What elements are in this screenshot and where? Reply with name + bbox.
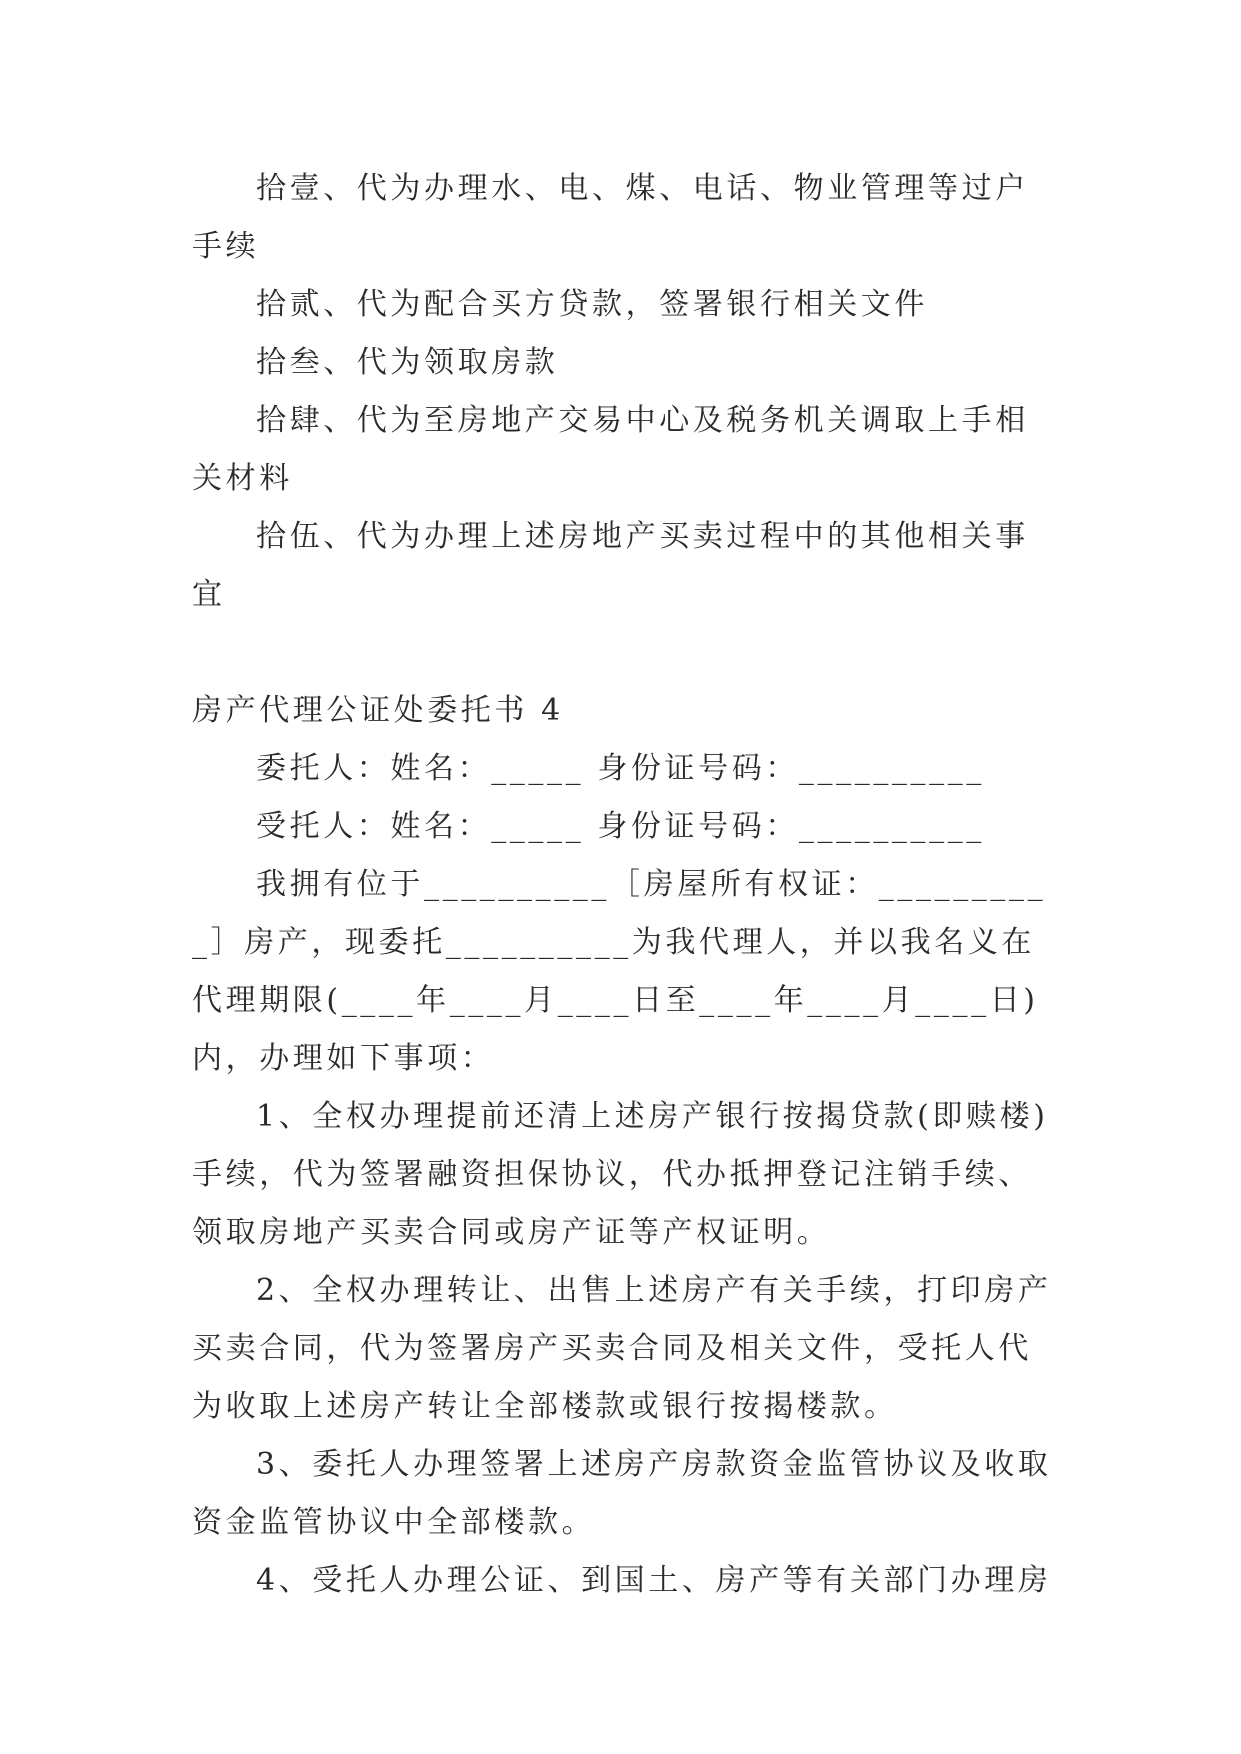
matter-item-2: 2、全权办理转让、出售上述房产有关手续，打印房产买卖合同，代为签署房产买卖合同及相关文件，受托人代为收取上述房产转让全部楼款或银行按揭楼款。 xyxy=(192,1273,1052,1424)
list-item-12: 拾贰、代为配合买方贷款，签署银行相关文件 xyxy=(256,287,928,322)
list-item-11: 拾壹、代为办理水、电、煤、电话、物业管理等过户手续 xyxy=(192,171,1029,264)
matter-item-1: 1、全权办理提前还清上述房产银行按揭贷款(即赎楼)手续，代为签署融资担保协议，代办抵押登记注销手续、领取房地产买卖合同或房产证等产权证明。 xyxy=(192,1099,1049,1250)
list-item-15: 拾伍、代为办理上述房地产买卖过程中的其他相关事宜 xyxy=(192,519,1029,612)
list-item-14: 拾肆、代为至房地产交易中心及税务机关调取上手相关材料 xyxy=(192,403,1029,496)
principal-line: 委托人：姓名：_____ 身份证号码：__________ xyxy=(256,751,985,786)
section-title: 房产代理公证处委托书 4 xyxy=(192,693,564,728)
agent-line: 受托人：姓名：_____ 身份证号码：__________ xyxy=(256,809,985,844)
matter-item-3: 3、委托人办理签署上述房产房款资金监管协议及收取资金监管协议中全部楼款。 xyxy=(192,1447,1052,1540)
section-gap xyxy=(192,624,1052,682)
matter-item-4: 4、受托人办理公证、到国土、房产等有关部门办理房 xyxy=(256,1563,1052,1598)
intro-paragraph: 我拥有位于__________［房屋所有权证：__________］房产，现委托__________为我代理人，并以我名义在代理期限(____年____月____日至____年____月____日)内，办理如下事项： xyxy=(192,867,1047,1076)
list-item-13: 拾叁、代为领取房款 xyxy=(256,345,559,380)
document-body xyxy=(192,160,1052,1610)
